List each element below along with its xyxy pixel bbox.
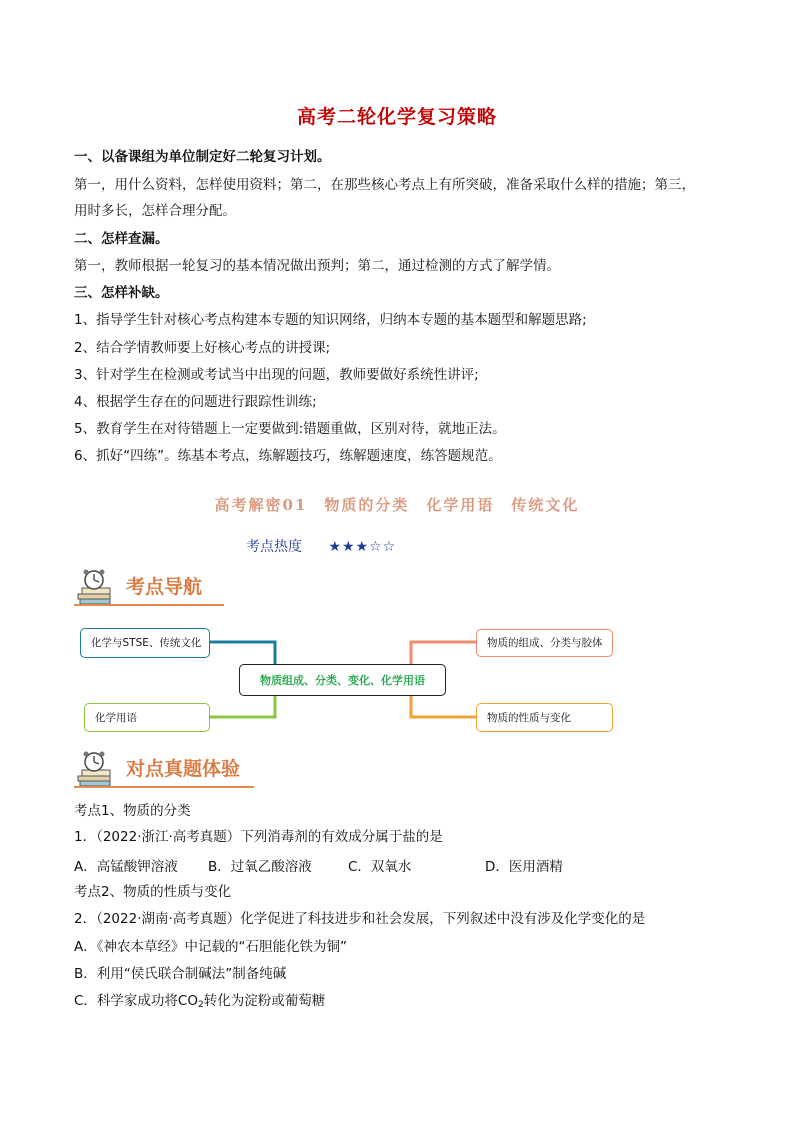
connector-left-top — [208, 642, 275, 666]
mindmap-node-right-top: 物质的组成、分类与胶体 — [476, 629, 613, 657]
kaodian-2: 考点2、物质的性质与变化 — [74, 884, 232, 900]
kaodian-1: 考点1、物质的分类 — [74, 803, 191, 819]
option-c-text-post: 转化为淀粉或葡萄糖 — [203, 993, 326, 1009]
section1-heading: 一、以备课组为单位制定好二轮复习计划。 — [74, 149, 331, 165]
mindmap-node-left-top: 化学与STSE、传统文化 — [80, 628, 210, 658]
section1-text-line1: 第一，用什么资料，怎样使用资料；第二，在那些核心考点上有所突破，准备采取什么样的措施；第三， — [74, 177, 695, 193]
section3-item: 3、针对学生在检测或考试当中出现的问题，教师要做好系统性讲评; — [74, 367, 479, 383]
banner-label: 考点导航 — [126, 576, 203, 598]
heat-stars: ★★★☆☆ — [328, 539, 397, 555]
unit-subheading: 高考解密01 物质的分类 化学用语 传统文化 — [214, 496, 580, 514]
question-1-option-b: B．过氧乙酸溶液 — [208, 859, 312, 875]
banner-real-questions — [74, 750, 244, 788]
mindmap-center-node: 物质组成、分类、变化、化学用语 — [239, 664, 446, 696]
section1-text-line2: 用时多长，怎样合理分配。 — [74, 203, 236, 219]
section3-item: 5、教育学生在对待错题上一定要做到:错题重做，区别对待，就地正法。 — [74, 421, 506, 437]
connector-right-bottom — [411, 695, 476, 717]
question-2-option-c — [74, 991, 325, 1015]
question-1-stem: 1．（2022·浙江·高考真题）下列消毒剂的有效成分属于盐的是 — [74, 829, 443, 845]
question-1-option-c: C．双氧水 — [348, 859, 412, 875]
question-2-stem: 2．（2022·湖南·高考真题）化学促进了科技进步和社会发展，下列叙述中没有涉及化学变化的是 — [74, 911, 646, 927]
question-1-option-d: D．医用酒精 — [485, 859, 563, 875]
heat-label: 考点热度 — [246, 539, 302, 555]
connector-right-top — [411, 642, 476, 666]
section3-item: 1、指导学生针对核心考点构建本专题的知识网络，归纳本专题的基本题型和解题思路; — [74, 312, 587, 328]
section2-heading: 二、怎样查漏。 — [74, 231, 169, 247]
mindmap-node-left-bottom: 化学用语 — [84, 703, 210, 732]
banner-label: 对点真题体验 — [126, 758, 241, 780]
section3-item: 2、结合学情教师要上好核心考点的讲授课; — [74, 340, 331, 356]
question-2-option-b: B．利用“侯氏联合制碱法”制备纯碱 — [74, 966, 287, 982]
section2-text-line1: 第一，教师根据一轮复习的基本情况做出预判；第二，通过检测的方式了解学情。 — [74, 258, 560, 274]
section3-heading: 三、怎样补缺。 — [74, 285, 169, 301]
connector-left-bottom — [208, 695, 275, 717]
question-1-option-a: A．高锰酸钾溶液 — [74, 859, 178, 875]
banner-underline — [74, 786, 254, 788]
section3-item: 6、抓好“四练”。练基本考点，练解题技巧，练解题速度，练答题规范。 — [74, 448, 502, 464]
option-c-text-pre: C．科学家成功将CO — [74, 993, 198, 1009]
question-2-option-a: A．《神农本草经》中记载的“石胆能化铁为铜” — [74, 939, 347, 955]
mindmap-node-right-bottom: 物质的性质与变化 — [476, 703, 613, 732]
section3-item: 4、根据学生存在的问题进行跟踪性训练; — [74, 394, 317, 410]
page-title: 高考二轮化学复习策略 — [296, 106, 497, 128]
books-clock-icon — [74, 750, 118, 788]
co2-subscript: 2 — [197, 1000, 204, 1010]
